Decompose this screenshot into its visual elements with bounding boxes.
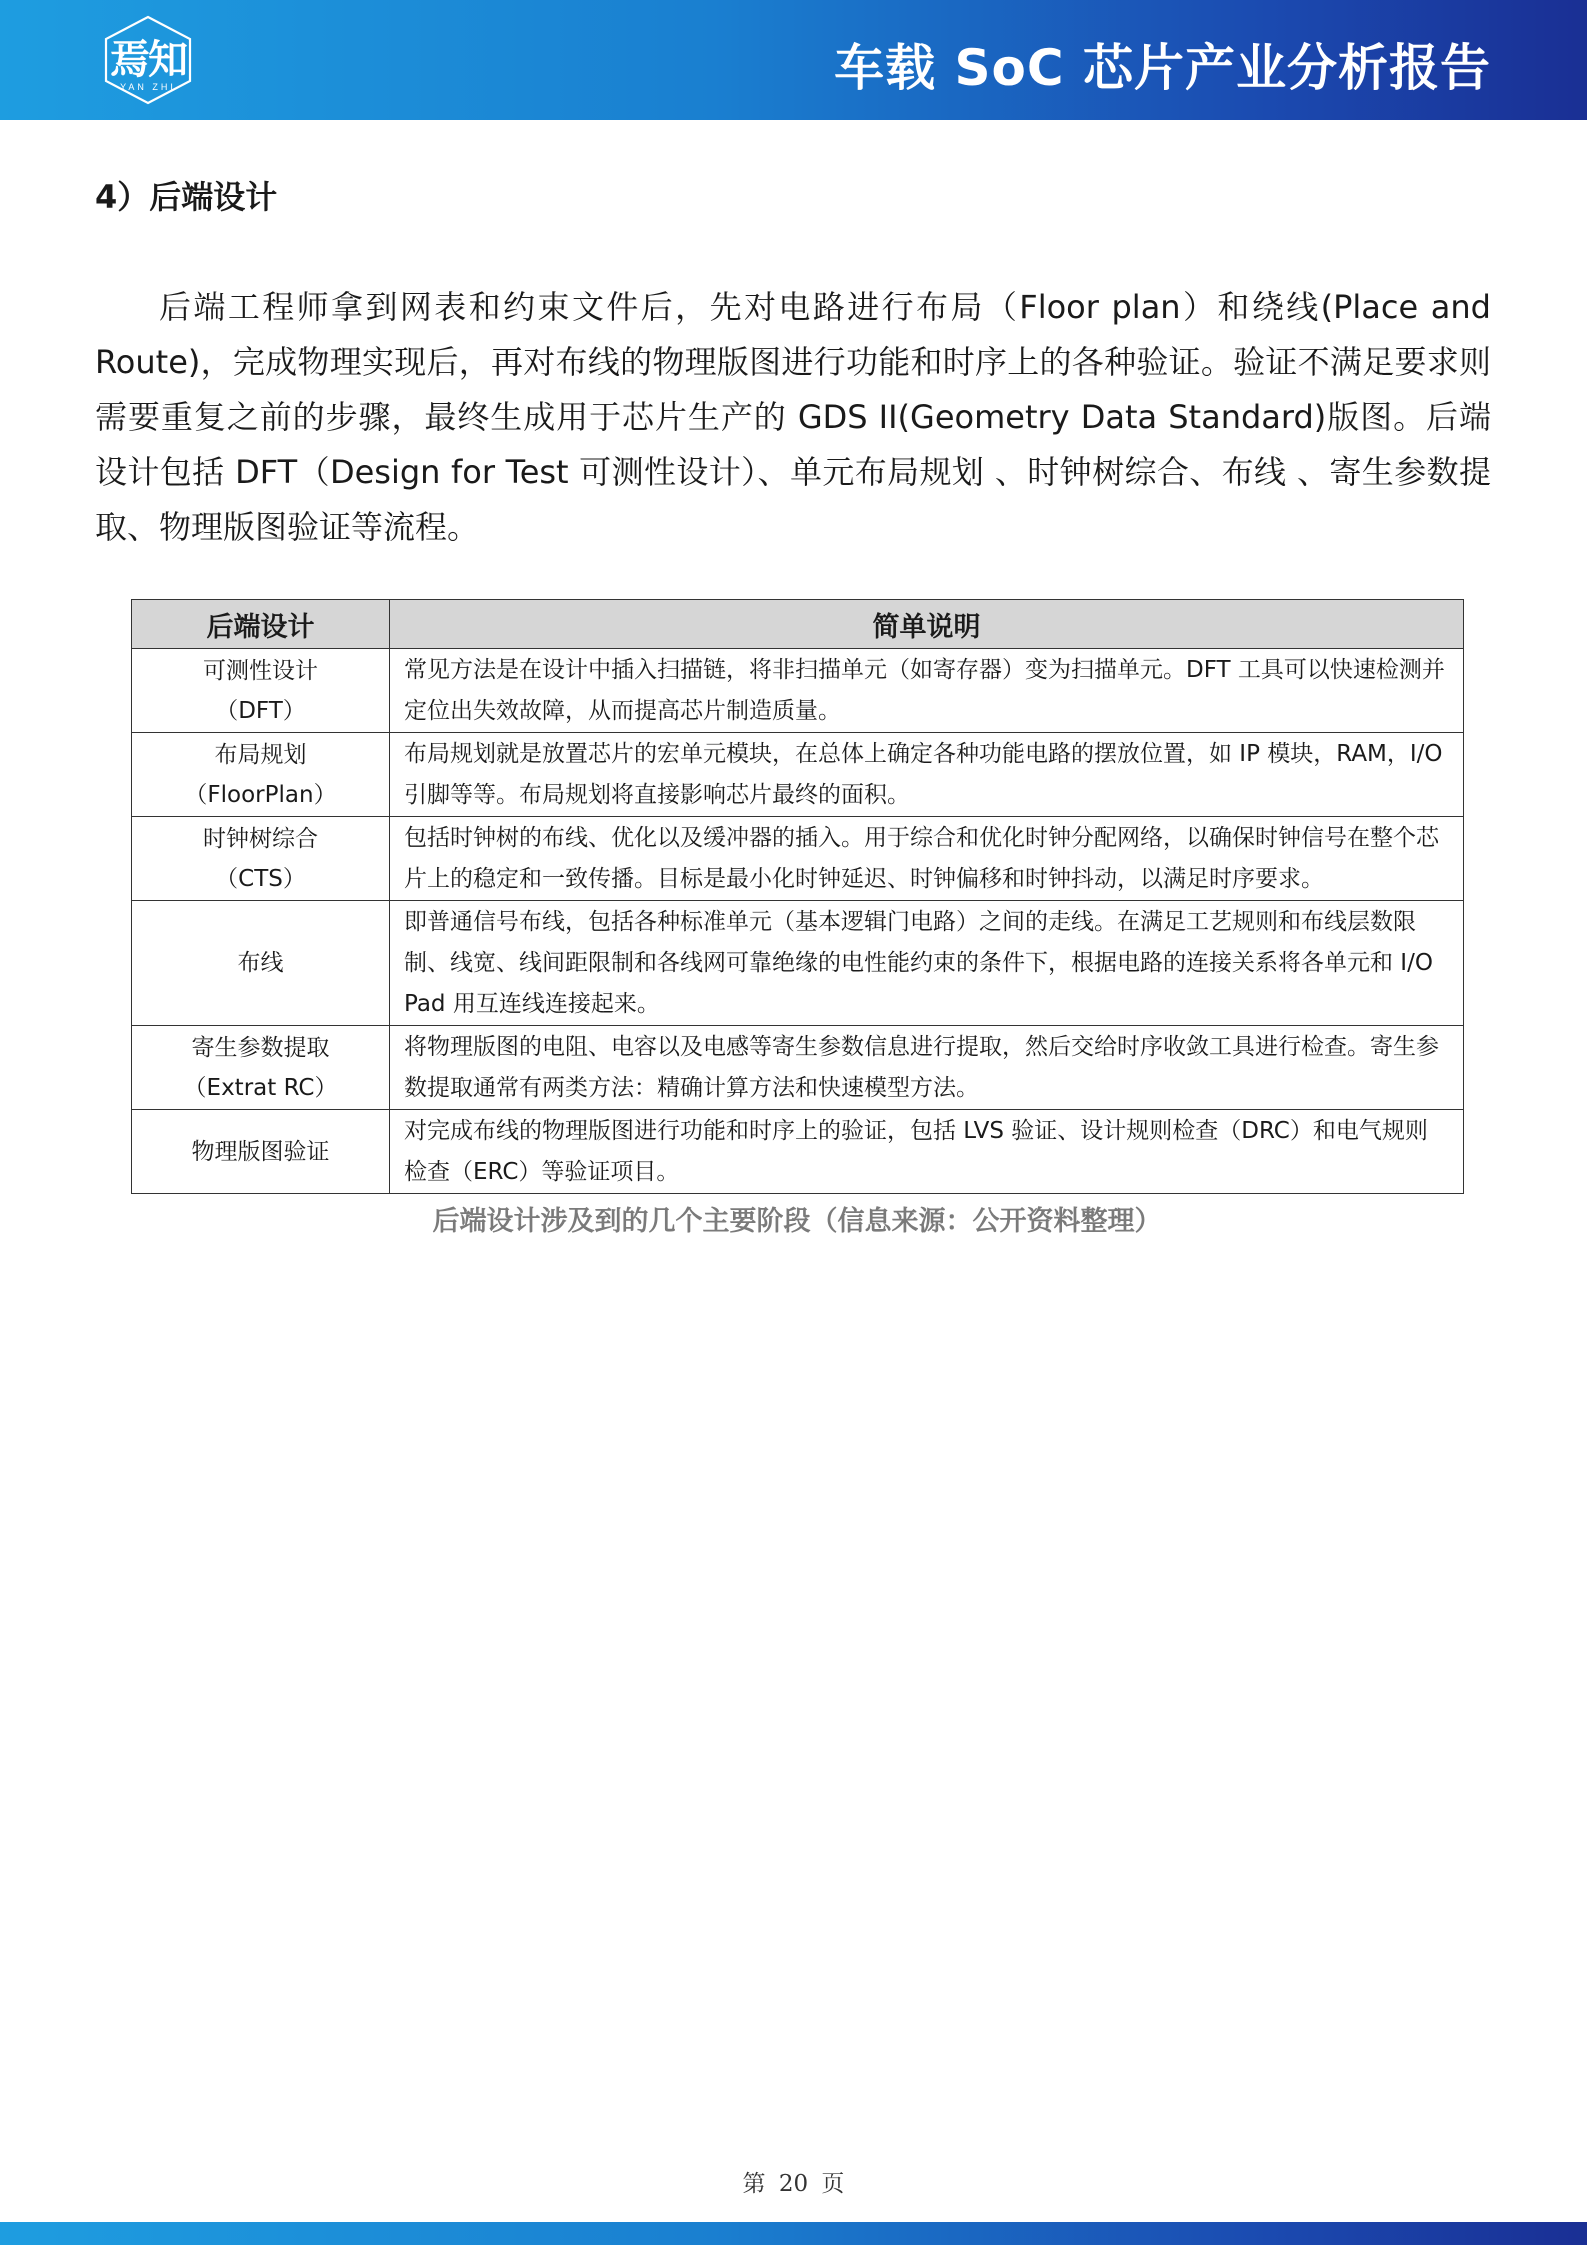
description-cell: 即普通信号布线，包括各种标准单元（基本逻辑门电路）之间的走线。在满足工艺规则和布线层数限制、线宽、线间距限制和各线网可靠绝缘的电性能约束的条件下，根据电路的连接关系将各单元和 I/O Pad 用互连线连接起来。: [390, 901, 1464, 1026]
stage-cell: [132, 649, 390, 733]
logo-mark: 焉知: [110, 37, 186, 83]
stage-cell: [132, 901, 390, 1026]
table-header-row: [132, 600, 1464, 649]
table-row: [132, 733, 1464, 817]
stage-name: 时钟树综合: [203, 825, 318, 852]
description-cell: 将物理版图的电阻、电容以及电感等寄生参数信息进行提取，然后交给时序收敛工具进行检查。寄生参数提取通常有两类方法：精确计算方法和快速模型方法。: [390, 1026, 1464, 1110]
description-cell: 对完成布线的物理版图进行功能和时序上的验证，包括 LVS 验证、设计规则检查（DRC）和电气规则检查（ERC）等验证项目。: [390, 1110, 1464, 1194]
section-heading: 4）后端设计: [95, 178, 278, 216]
table-row: [132, 817, 1464, 901]
column-header-stage: 后端设计: [132, 600, 390, 649]
table-row: [132, 649, 1464, 733]
table-caption: 后端设计涉及到的几个主要阶段（信息来源：公开资料整理）: [432, 1206, 1162, 1237]
stage-abbr: （Extrat RC）: [183, 1074, 338, 1101]
stage-abbr: （CTS）: [215, 865, 306, 892]
paragraph-text: 后端工程师拿到网表和约束文件后，先对电路进行布局（Floor plan）和绕线(Place and Route)，完成物理实现后，再对布线的物理版图进行功能和时序上的各种验证。验证不满足要求则需要重复之前的步骤，最终生成用于芯片生产的 GDS II(Geometry Data Standard)版图。后端设计包括 DFT（Design for Test 可测性设计）、单元布局规划 、时钟树综合、布线 、寄生参数提取、物理版图验证等流程。: [95, 288, 1491, 546]
brand-logo: [100, 14, 196, 106]
page-number: 第 20 页: [742, 2171, 845, 2197]
column-header-description: 简单说明: [390, 600, 1464, 649]
report-title: 车载 SoC 芯片产业分析报告: [834, 39, 1491, 97]
stage-name: 布线: [237, 950, 284, 976]
table-row: [132, 901, 1464, 1026]
backend-stages-table: [131, 599, 1464, 1194]
table-row: [132, 1110, 1464, 1194]
stage-name: 布局规划: [214, 741, 307, 768]
stage-abbr: （DFT）: [215, 697, 306, 724]
stage-cell: [132, 733, 390, 817]
stage-abbr: （FloorPlan）: [184, 781, 337, 808]
stage-cell: [132, 817, 390, 901]
stage-name: 寄生参数提取: [191, 1034, 330, 1061]
body-paragraph: [95, 280, 1491, 555]
page-footer-bar: [0, 2222, 1587, 2245]
logo-subtitle: YAN ZHI: [120, 82, 176, 92]
stage-cell: [132, 1110, 390, 1194]
stage-cell: [132, 1026, 390, 1110]
description-cell: 常见方法是在设计中插入扫描链，将非扫描单元（如寄存器）变为扫描单元。DFT 工具可以快速检测并定位出失效故障，从而提高芯片制造质量。: [390, 649, 1464, 733]
description-cell: 布局规划就是放置芯片的宏单元模块，在总体上确定各种功能电路的摆放位置，如 IP 模块，RAM，I/O 引脚等等。布局规划将直接影响芯片最终的面积。: [390, 733, 1464, 817]
stage-name: 可测性设计: [203, 657, 318, 684]
stage-name: 物理版图验证: [191, 1138, 330, 1165]
table-row: [132, 1026, 1464, 1110]
description-cell: 包括时钟树的布线、优化以及缓冲器的插入。用于综合和优化时钟分配网络，以确保时钟信号在整个芯片上的稳定和一致传播。目标是最小化时钟延迟、时钟偏移和时钟抖动，以满足时序要求。: [390, 817, 1464, 901]
page-header-banner: [0, 0, 1587, 120]
